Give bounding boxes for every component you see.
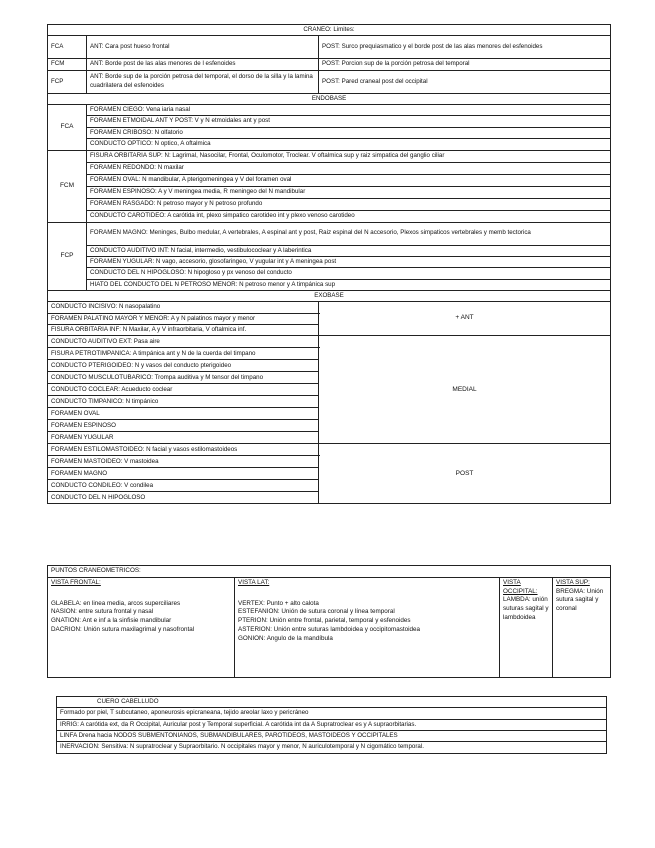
exobase-item: FORAMEN OVAL	[48, 408, 319, 420]
endobase-item: CONDUCTO OPTICO: N optico, A oftalmica	[87, 139, 611, 150]
limite-post: POST: Porcion sup de la porción petrosa del temporal	[319, 59, 611, 70]
exobase-item: FORAMEN PALATINO MAYOR Y MENOR: A y N palatinos mayor y menor	[48, 313, 319, 324]
cuero-row: LINFA Drena hacia NODOS SUBMENTONIANOS, SUBMANDIBULARES, PAROTIDEOS, MASTOIDEOS Y OCCIPITALES	[57, 731, 607, 742]
craneo-table	[47, 24, 611, 504]
exobase-item: CONDUCTO DEL N HIPOGLOSO	[48, 492, 319, 504]
exobase-item: FORAMEN MAGNO	[48, 468, 319, 480]
endobase-item: FORAMEN MAGNO: Meninges, Bulbo medular, A vertebrales, A espinal ant y post, Raiz espinal del N accesorio, Plexos simpaticos vertebrales y memb tectorica	[87, 222, 611, 245]
endobase-item: CONDUCTO AUDITIVO INT: N facial, intermedio, vestibulococlear y A laberintica	[87, 245, 611, 256]
puntos-title: PUNTOS CRANEOMETRICOS:	[48, 566, 611, 578]
punto-line: ASTERION: Unión entre suturas lambdoidea y occipitomastoidea	[238, 626, 420, 634]
endobase-item: FORAMEN OVAL: N mandibular, A pterigomeningea y V del foramen oval	[87, 174, 611, 186]
endobase-item: FORAMEN ETMOIDAL ANT Y POST: V y N etmoidales ant y post	[87, 116, 611, 127]
exobase-item: FORAMEN ESTILOMASTOIDEO: N facial y vasos estilomastoideos	[48, 444, 319, 456]
endobase-group-label: FCA	[48, 105, 87, 150]
exobase-item: CONDUCTO TIMPANICO: N timpánico	[48, 396, 319, 408]
exobase-item: CONDUCTO INCISIVO: N nasopalatino	[48, 302, 319, 313]
limite-ant: ANT: Cara post hueso frontal	[87, 36, 319, 59]
limite-post: POST: Pared craneal post del occipital	[319, 70, 611, 93]
vista-occipital	[500, 577, 553, 677]
vista-occipital-heading: VISTA OCCIPITAL:	[503, 578, 538, 595]
limite-ant: ANT: Borde post de las alas menores de l esfenoides	[87, 59, 319, 70]
endobase-item: FORAMEN REDONDO: N maxilar	[87, 162, 611, 174]
exobase-item: FORAMEN YUGULAR	[48, 432, 319, 444]
exobase-item: FISURA ORBITARIA INF: N Maxilar, A y V infraorbitaria, V oftalmica inf.	[48, 325, 319, 336]
exobase-item: CONDUCTO CONDILEO: V condilea	[48, 480, 319, 492]
punto-line: ESTEFANION: Unión de sutura coronal y línea temporal	[238, 608, 395, 616]
endobase-title: ENDOBASE	[48, 93, 611, 104]
limite-ant: ANT: Borde sup de la porción petrosa del temporal, el dorso de la silla y la lamina cuadrilatera del esfenoides	[87, 70, 319, 93]
limite-label: FCA	[48, 36, 87, 59]
endobase-group-label: FCP	[48, 222, 87, 290]
exobase-title: EXOBASE	[48, 290, 611, 301]
endobase-item: CONDUCTO CAROTIDEO: A carótida int, plexo simpatico carotideo int y plexo venoso carotideo	[87, 210, 611, 222]
limite-post: POST: Surco prequiasmatico y el borde post de las alas menores del esfenoides	[319, 36, 611, 59]
endobase-item: FORAMEN CIEGO: Vena iaria nasal	[87, 105, 611, 116]
exobase-item: FORAMEN MASTOIDEO: V mastoidea	[48, 456, 319, 468]
endobase-item: FORAMEN YUGULAR: N vago, accesorio, glosofaringeo, V yugular int y A meningea post	[87, 256, 611, 267]
exobase-group-label: + ANT	[319, 302, 611, 336]
cuero-row: INERVACION: Sensitiva: N supratroclear y Supraorbitario. N occipitales mayor y menor, N auriculotemporal y N cigomático temporal.	[57, 742, 607, 753]
limite-label: FCM	[48, 59, 87, 70]
vista-superior	[553, 577, 611, 677]
exobase-item: CONDUCTO MUSCULOTUBARICO: Trompa auditiva y M tensor del timpano	[48, 372, 319, 384]
punto-line: GLABELA: en linea media, arcos superciliares	[51, 599, 181, 607]
endobase-item: CONDUCTO DEL N HIPOGLOSO: N hipogloso y px venoso del conducto	[87, 268, 611, 279]
vista-lateral	[235, 577, 500, 677]
punto-line: PTERION: Unión entre frontal, parietal, temporal y esfenoides	[238, 617, 411, 625]
exobase-item: CONDUCTO AUDITIVO EXT: Pasa aire	[48, 336, 319, 348]
vista-lateral-heading: VISTA LAT:	[238, 578, 270, 586]
exobase-item: CONDUCTO PTERIGOIDEO: N y vasos del conducto pterigoideo	[48, 360, 319, 372]
exobase-group-label: MEDIAL	[319, 336, 611, 444]
cuero-title: CUERO CABELLUDO	[57, 697, 607, 708]
vista-frontal	[48, 577, 235, 677]
endobase-item: FORAMEN RASGADO: N petroso mayor y N petroso profundo	[87, 198, 611, 210]
punto-line: BREGMA: Unión sutura sagital y coronal	[556, 587, 604, 613]
exobase-group-label: POST	[319, 444, 611, 504]
vista-frontal-heading: VISTA FRONTAL:	[51, 578, 101, 586]
endobase-item: FISURA ORBITARIA SUP: N: Lagrimal, Nasocilar, Frontal, Oculomotor, Troclear. V oftalmica sup y raiz simpatica del ganglio ciliar	[87, 150, 611, 162]
endobase-group-label: FCM	[48, 150, 87, 222]
endobase-item: FORAMEN CRIBOSO: N olfatorio	[87, 127, 611, 138]
cuero-row: Formado por piel, T subcutaneo, aponeurosis epicraneana, tejido areolar laxo y pericráneo	[57, 708, 607, 719]
limite-label: FCP	[48, 70, 87, 93]
cuero-row: IRRIG: A carótida ext, da R Occipital, Auricular post y Temporal superficial. A carótida int da A Supratroclear es y A supraorbitarias.	[57, 719, 607, 730]
exobase-item: FISURA PETROTIMPANICA: A timpánica ant y N de la cuerda del timpano	[48, 348, 319, 360]
exobase-item: CONDUCTO COCLEAR: Acueducto coclear	[48, 384, 319, 396]
endobase-item: HIATO DEL CONDUCTO DEL N PETROSO MENOR: N petroso menor y A timpánica sup	[87, 279, 611, 290]
puntos-craneometricos-table	[47, 565, 611, 678]
punto-line: GNATION: Ant e inf a la sinfisie mandibular	[51, 617, 172, 625]
punto-line: LAMBDA: unión suturas sagital y lambdoidea	[503, 596, 549, 622]
vista-superior-heading: VISTA SUP:	[556, 578, 590, 586]
punto-line: NASION: entre sutura frontal y nasal	[51, 608, 154, 616]
craneo-title: CRANEO: Limites:	[48, 25, 611, 36]
punto-line: VERTEX: Punto + alto calota	[238, 599, 319, 607]
endobase-item: FORAMEN ESPINOSO: A y V meningea media, R meningeo del N mandibular	[87, 186, 611, 198]
exobase-item: FORAMEN ESPINOSO	[48, 420, 319, 432]
punto-line: DACRION: Unión sutura maxilagrimal y nasofrontal	[51, 626, 195, 634]
punto-line: GONION: Angulo de la mandíbula	[238, 634, 333, 642]
cuero-cabelludo-table	[56, 696, 607, 754]
